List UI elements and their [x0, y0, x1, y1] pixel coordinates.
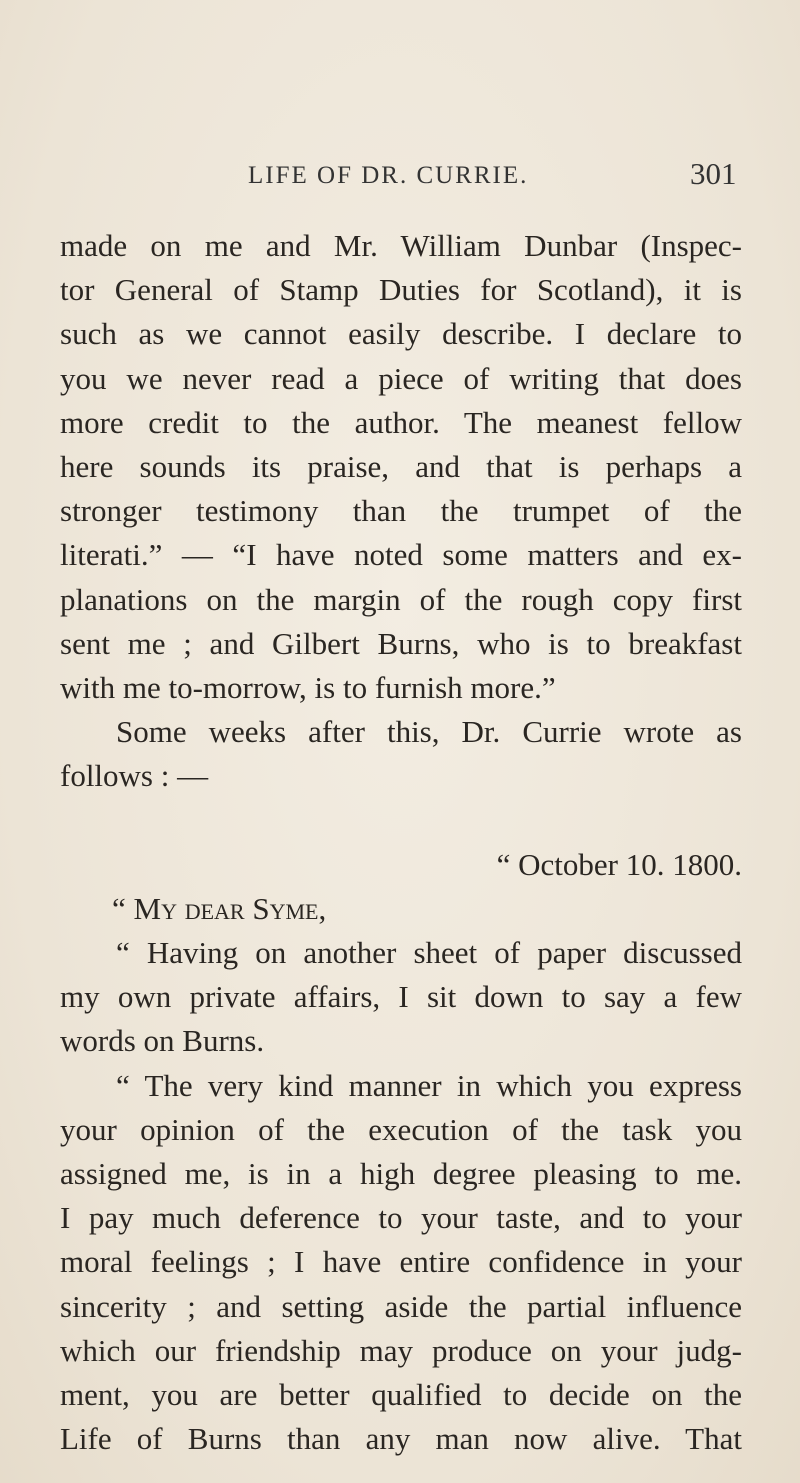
text-line: moral feelings ; I have entire confidence in your [60, 1244, 742, 1279]
text-line: my own private affairs, I sit down to say a few [60, 979, 742, 1014]
text-line: your opinion of the execution of the task you [60, 1112, 742, 1147]
text-line: I pay much deference to your taste, and to your [60, 1200, 742, 1235]
text-line: “ The very kind manner in which you express [116, 1068, 742, 1103]
text-line: here sounds its praise, and that is perhaps a [60, 449, 742, 484]
text-line: Some weeks after this, Dr. Currie wrote as [116, 714, 742, 749]
text-line: planations on the margin of the rough copy first [60, 582, 742, 617]
text-line: made on me and Mr. William Dunbar (Inspec- [60, 228, 742, 263]
text-line: sincerity ; and setting aside the partial influence [60, 1289, 742, 1324]
text-line: assigned me, is in a high degree pleasing to me. [60, 1156, 742, 1191]
text-line: ment, you are better qualified to decide on the [60, 1377, 742, 1412]
page-number: 301 [690, 156, 737, 191]
text-line: “ Having on another sheet of paper discussed [116, 935, 742, 970]
text-line: you we never read a piece of writing that does [60, 361, 742, 396]
text-line: which our friendship may produce on your judg- [60, 1333, 742, 1368]
text-line: more credit to the author. The meanest fellow [60, 405, 742, 440]
text-line: literati.” — “I have noted some matters and ex- [60, 537, 742, 572]
letter-salutation: “ My dear Syme, [112, 891, 327, 926]
text-line: sent me ; and Gilbert Burns, who is to breakfast [60, 626, 742, 661]
text-line: such as we cannot easily describe. I declare to [60, 316, 742, 351]
text-line: with me to-morrow, is to furnish more.” [60, 670, 556, 705]
letter-date: “ October 10. 1800. [496, 847, 742, 882]
running-title: LIFE OF DR. CURRIE. [248, 162, 529, 189]
text-line: words on Burns. [60, 1023, 265, 1058]
text-line: follows : — [60, 758, 209, 793]
text-line: Life of Burns than any man now alive. That [60, 1421, 742, 1456]
text-line: tor General of Stamp Duties for Scotland), it is [60, 272, 742, 307]
text-line: stronger testimony than the trumpet of the [60, 493, 742, 528]
